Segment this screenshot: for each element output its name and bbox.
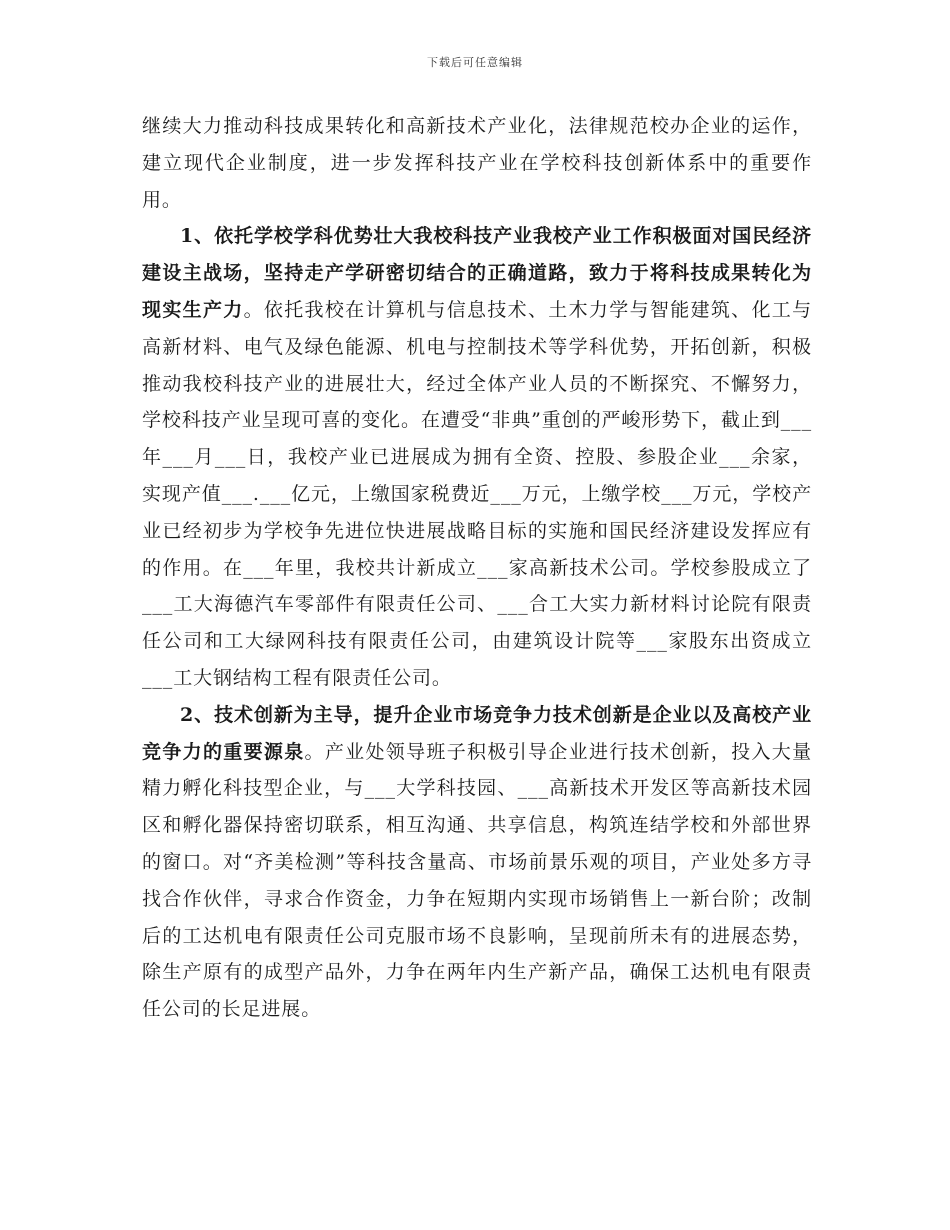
paragraph-continuation: [142, 108, 812, 218]
paragraph-text: 继续大力推动科技成果转化和高新技术产业化，法律规范校办企业的运作，建立现代企业制度，进一步发挥科技产业在学校科技创新体系中的重要作用。: [142, 115, 812, 211]
section-1-text: 。依托我校在计算机与信息技术、土木力学与智能建筑、化工与高新材料、电气及绿色能源、机电与控制技术等学科优势，开拓创新，积极推动我校科技产业的进展壮大，经过全体产业人员的不断探究、不懈努力，学校科技产业呈现可喜的变化。在遭受“非典”重创的严峻形势下，截止到___年___月___日，我校产业已进展成为拥有全资、控股、参股企业___余家，实现产值___.___亿元，上缴国家税费近___万元，上缴学校___万元，学校产业已经初步为学校争先进位快进展战略目标的实施和国民经济建设发挥应有的作用。在___年里，我校共计新成立___家高新技术公司。学校参股成立了___工大海德汽车零部件有限责任公司、___合工大实力新材料讨论院有限责任公司和工大绿网科技有限责任公司，由建筑设计院等___家股东出资成立___工大钢结构工程有限责任公司。: [142, 298, 812, 689]
paragraph-section-2: [142, 697, 812, 1028]
page-header-note: 下载后可任意编辑: [427, 56, 523, 69]
section-2-heading: 2、技术创新为主导，提升企业市场竞争力技术创新是企业以及高校产业竞争力的重要源泉: [142, 703, 812, 763]
section-1-heading: 1、依托学校学科优势壮大我校科技产业我校产业工作积极面对国民经济建设主战场，坚持走产学研密切结合的正确道路，致力于将科技成果转化为现实生产力: [142, 225, 812, 321]
document-body: [142, 108, 812, 1028]
paragraph-section-1: [142, 218, 812, 696]
section-2-text: 。产业处领导班子积极引导企业进行技术创新，投入大量精力孵化科技型企业，与___大学科技园、___高新技术开发区等高新技术园区和孵化器保持密切联系，相互沟通、共享信息，构筑连结学校和外部世界的窗口。对“齐美检测”等科技含量高、市场前景乐观的项目，产业处多方寻找合作伙伴，寻求合作资金，力争在短期内实现市场销售上一新台阶；改制后的工达机电有限责任公司克服市场不良影响，呈现前所未有的进展态势，除生产原有的成型产品外，力争在两年内生产新产品，确保工达机电有限责任公司的长足进展。: [142, 740, 812, 1021]
